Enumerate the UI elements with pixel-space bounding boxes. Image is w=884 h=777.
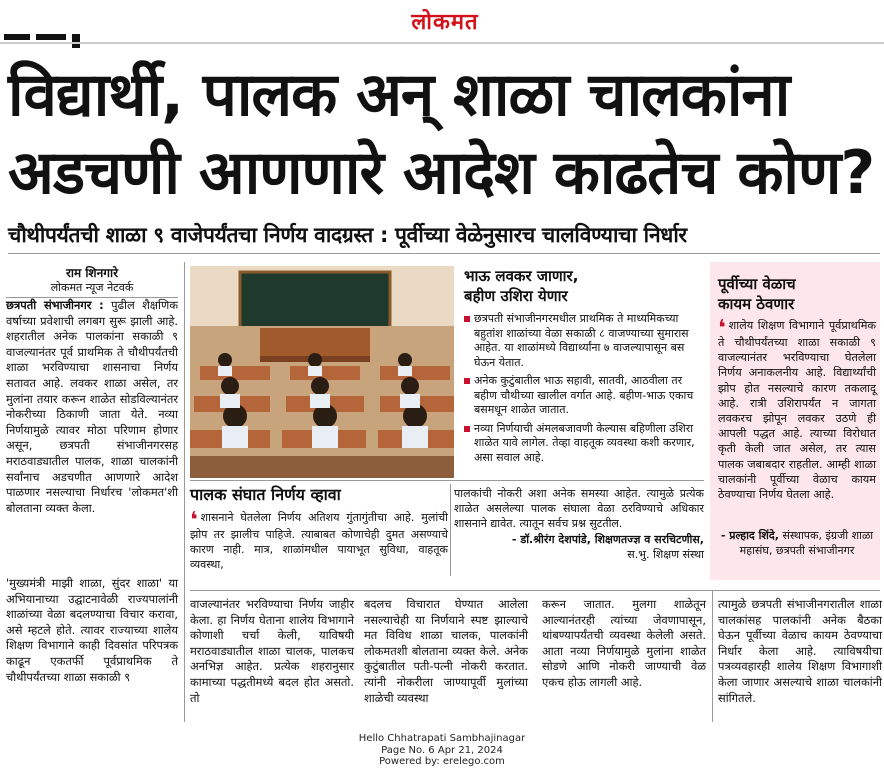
signature-title: संस्थापक, इंग्रजी शाळा महासंघ, छत्रपती संभाजीनगर — [739, 529, 874, 557]
footer-edition: Hello Chhatrapati Sambhajinagar — [358, 733, 526, 744]
byline-agency: लोकमत न्यूज नेटवर्क — [6, 280, 178, 298]
parents-quote-signature — [454, 532, 704, 562]
byline-author: राम शिनगारे — [65, 266, 119, 280]
story-text-1: पुढील शैक्षणिक वर्षाच्या प्रवेशाची लगबग सुरू झाली आहे. शहरातील अनेक पालकांना सकाळी ९ वाजल्यानंतर पूर्व प्राथमिक ते चौथीपर्यंतची शाळा भरविण्याचा शासनाचा निर्णय सतावत आहे. लवकर शाळा असेल, तर मुलांना तयार करून शाळेत सोडविल्यानंतर नोकरीच्या ठिकाणी जाता येते. नव्या निर्णयामुळे त्यावर मोठा परिणाम होणार असून, छत्रपती संभाजीनगरसह मराठवाड्यातील पालक, शाळा चालकांनी सर्वांनाच अडचणीत आणणारे आदेश पाळणार नसल्याचा निर्धारच 'लोकमत'शी बोलताना व्यक्त केला. — [6, 298, 178, 515]
newspaper-logo: लोकमत — [411, 9, 479, 35]
masthead-rule — [0, 42, 884, 44]
dateline: छत्रपती संभाजीनगर : — [6, 298, 104, 312]
sidebar-siblings-title — [464, 266, 704, 306]
sidebar-title-line-2: बहीण उशिरा येणार — [464, 287, 568, 305]
parents-quote-text: शासनाने घेतलेला निर्णय अतिशय गुंतागुंतीचा आहे. मुलांची झोप तर झालीच पाहिजे. त्याबाबत कोणाचेही दुमत असण्याचे कारण नाही. मात्र, शाळांमधील पायाभूत सुविधा, वाहतूक व्यवस्था, — [190, 511, 448, 571]
quote-box-body — [718, 318, 876, 502]
story-column-5: त्यामुळे छत्रपती संभाजीनगरातील शाळा चालकांसह पालकांनी अनेक बैठका घेऊन पूर्वीच्या वेळाच कायम ठेवण्याचा निर्धार केला आहे. त्याविषयीचा पत्रव्यवहारही शालेय शिक्षण विभागाशी केला जाणार असल्याचे शाळा चालकांनी सांगितले. — [718, 597, 882, 705]
footer-powered-by: Powered by: erelego.com — [379, 756, 505, 767]
quote-mark-icon: ❛ — [718, 316, 726, 341]
list-item: नव्या निर्णयाची अंमलबजावणी केल्यास बहिणीला उशिरा शाळेत यावे लागेल. तेव्हा वाहतूक व्यवस्था कशी करणार, असा सवाल आहे. — [464, 422, 702, 466]
quote-mark-icon: ❛ — [190, 508, 198, 533]
story-column-1 — [6, 298, 178, 516]
headline-line-1: विद्यार्थी, पालक अन् शाळा चालकांना — [8, 60, 790, 130]
story-column-3: बदलच विचारात घेण्यात आलेला नसल्याचेही या निर्णयाने स्पष्ट झाल्याचे मत विविध शाळा चालक, पालकांनी लोकमतशी बोलताना व्यक्त केले. अनेक कुटुंबातील पती-पत्नी नोकरी करतात. त्यांनी नोकरीला जाण्यापूर्वी मुलांच्या शाळेची व्यवस्था — [364, 597, 528, 705]
quote-box-signature — [718, 528, 876, 558]
box-title-line-1: पूर्वीच्या वेळाच — [718, 275, 796, 293]
sidebar-siblings-list — [464, 312, 702, 469]
signature-name: - प्रल्हाद शिंदे, — [720, 529, 779, 542]
parents-quote — [190, 510, 448, 572]
parents-quote-continued: पालकांची नोकरी अशा अनेक समस्या आहेत. त्यामुळे प्रत्येक शाळेत असलेल्या पालक संघाला वेळा ठरविण्याचे अधिकार शासनाने द्यावेत. त्यातून सर्वच प्रश्न सुटतील. — [454, 487, 704, 530]
sub-headline: चौथीपर्यंतची शाळा ९ वाजेपर्यंतचा निर्णय वादग्रस्त : पूर्वीच्या वेळेनुसारच चालविण्याचा निर्धार — [8, 223, 687, 247]
quote-box-title — [718, 274, 878, 314]
section-rule — [190, 480, 704, 481]
quote-box-text: शालेय शिक्षण विभागाने पूर्वप्राथमिक ते चौथीपर्यंतच्या शाळा सकाळी ९ वाजल्यानंतर भरविण्याचा घेतलेला निर्णय अनाकलनीय आहे. विद्यार्थ्यांची झोप होत नसल्याचे कारण तकलादू आहे. रात्री उशिरापर्यंत न जागता लवकरच झोपून लवकर उठणे ही आपली पद्धत आहे. त्याच्या विरोधात कृती केली जात असेल, तर त्यास पालक जबाबदार राहतील. आम्ही शाळा चालकांनी पूर्वीच्या वेळाच कायम ठेवण्याचा निर्णय घेतला आहे. — [718, 319, 876, 502]
page-footer — [300, 733, 584, 768]
main-headline — [8, 56, 880, 212]
signature-line-2: स.भु. शिक्षण संस्था — [627, 548, 704, 561]
box-title-line-2: कायम ठेवणार — [718, 295, 795, 313]
column-divider — [712, 590, 713, 722]
list-item: अनेक कुटुंबातील भाऊ सहावी, सातवी, आठवीला तर बहीण चौथीच्या खालील वर्गात आहे. बहीण-भाऊ एकाच बसमधून शाळेत जातात. — [464, 374, 702, 418]
classroom-illustration — [190, 266, 454, 478]
classroom-photo — [190, 266, 454, 478]
sidebar-title-line-1: भाऊ लवकर जाणार, — [464, 267, 579, 285]
story-column-2: वाजल्यानंतर भरविण्याचा निर्णय जाहीर केला. हा निर्णय घेताना शालेय विभागाने कोणाशी चर्चा केली, याविषयी मराठवाड्यातील शाळा चालक, पालकच अनभिज्ञ आहेत. प्रत्येक शहरानुसार कामाच्या पद्धतीमध्ये बदल होत असतो. तो — [190, 597, 354, 705]
list-item: छत्रपती संभाजीनगरमधील प्राथमिक ते माध्यमिकच्या बहुतांश शाळांच्या वेळा सकाळी ८ वाजण्याच्या सुमारास आहेत. या शाळांमध्ये विद्यार्थ्यांना ७ वाजल्यापासून बस घेऊन येतात. — [464, 312, 702, 370]
section-rule — [190, 590, 880, 591]
footer-page-date: Page No. 6 Apr 21, 2024 — [381, 744, 503, 756]
parents-section-title: पालक संघात निर्णय व्हावा — [190, 485, 341, 504]
signature-line-1: - डॉ.श्रीरंग देशपांडे, शिक्षणतज्ज्ञ व सरचिटणीस, — [511, 533, 704, 546]
column-divider — [450, 484, 451, 576]
column-divider — [184, 262, 185, 722]
story-column-4: करून जातात. मुलगा शाळेतून आल्यानंतरही त्यांच्या जेवणापासून, थांबण्यापर्यंतची व्यवस्था केलेली असते. आता नव्या निर्णयामुळे मुलांना शाळेत सोडणे आणि नोकरी जाण्याची वेळ एकच होऊ लागली आहे. — [542, 597, 706, 689]
deck-rule — [8, 253, 880, 254]
headline-line-2: अडचणी आणणारे आदेश काढतेच कोण? — [8, 138, 875, 208]
story-column-1b: 'मुख्यमंत्री माझी शाळा, सुंदर शाळा' या अभियानाच्या उद्घाटनावेळी राज्यपालांनी शाळांच्या वेळा बदलण्याचा विचार करावा, असे म्हटले होते. त्यावर राज्याच्या शालेय शिक्षण विभागाने काही दिवसांत परिपत्रक काढून एकतर्फी पूर्वप्राथमिक ते चौथीपर्यंतच्या शाळा सकाळी ९ — [6, 576, 178, 684]
